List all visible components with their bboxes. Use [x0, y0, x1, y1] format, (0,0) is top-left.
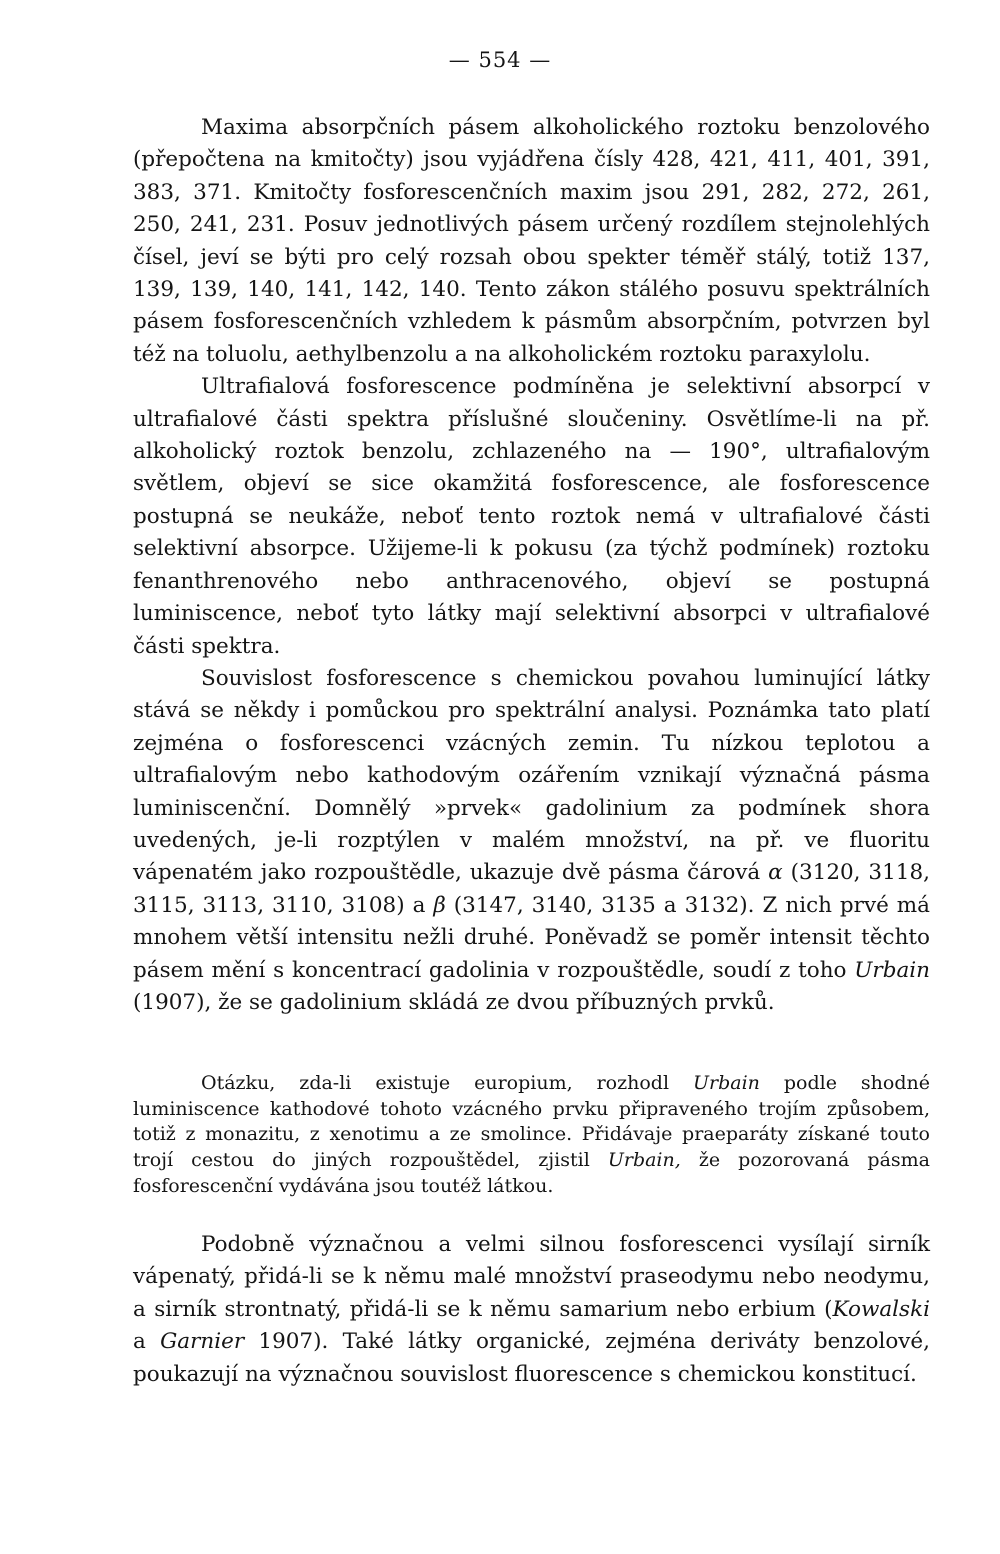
author-garnier: Garnier: [160, 1329, 245, 1355]
paragraph-ultraviolet-phosphorescence: Ultrafialová fosforescence podmíněna je selektivní absorpcí v ultrafialové části spektra příslušné sloučeniny. Osvětlíme-li na př. alkoholický roztok benzolu, zchlazeného na — 190°, ultrafialovým světlem, objeví se sice okamžitá fosforescence, ale fosforescence postupná se neukáže, neboť tento roztok nemá v ultrafialové části selektivní absorpce. Užijeme-li k pokusu (za týchž podmínek) roztoku fenanthrenového nebo anthracenového, objeví se postupná luminiscence, neboť tyto látky mají selektivní absorpci v ultrafialové části spektra.: [133, 374, 930, 659]
author-urbain-2: Urbain,: [607, 1149, 681, 1172]
paragraph-spectral-analysis: [133, 663, 930, 1019]
greek-beta: β: [433, 892, 446, 918]
paragraph-calcium-sulfide-part-a: Podobně význačnou a velmi silnou fosforescenci vysílají sirník vápenatý, přidá-li se k němu malé množství praseodymu nebo neodymu, a sirník strontnatý, přidá-li se k němu samarium nebo erbium (: [133, 1232, 930, 1322]
author-kowalski: Kowalski: [832, 1296, 930, 1322]
paragraph-absorption-maxima: Maxima absorpčních pásem alkoholického roztoku benzolového (přepočtena na kmitočty) jsou vyjádřena čísly 428, 421, 411, 401, 391, 383, 371. Kmitočty fosforescenčních maxim jsou 291, 282, 272, 261, 250, 241, 231. Posuv jednotlivých pásem určený rozdílem stejnolehlých čísel, jeví se býti pro celý rozsah obou spekter téměř stálý, totiž 137, 139, 139, 140, 141, 142, 140. Tento zákon stálého posuvu spektrálních pásem fosforescenčních vzhledem k pásmům absorpčním, potvrzen byl též na toluolu, aethylbenzolu a na alkoholickém roztoku paraxylolu.: [133, 115, 930, 367]
paragraph-spectral-analysis-part-b: (3120, 3118, 3115, 3113, 3110, 3108) a: [133, 860, 930, 918]
paragraph-spectral-analysis-part-a: Souvislost fosforescence s chemickou povahou luminující látky stává se někdy i pomůckou pro spektrální analysi. Poznámka tato platí zejména o fosforescenci vzácných zemin. Tu nízkou teplotou a ultrafialovým nebo kathodovým ozářením vznikají význačná pásma luminiscenční. Domnělý »prvek« gadolinium za podmínek shora uvedených, je-li rozptýlen v malém množství, na př. ve fluoritu vápenatém jako rozpouštědle, ukazuje dvě pásma čárová: [133, 665, 930, 886]
conjunction: a: [133, 1329, 161, 1355]
note-text: [133, 1071, 930, 1200]
paragraph-spectral-analysis-part-c: (3147, 3140, 3135 a 3132). Z nich prvé má mnohem větší intensitu nežli druhé. Poněvadž se poměr intensit těchto pásem mění s koncentrací gadolinia v rozpouštědle, soudí z toho: [133, 892, 930, 983]
paragraph-europium-part-a: Otázku, zda-li existuje europium, rozhodl: [201, 1072, 694, 1094]
paragraph-europium-part-b: podle shodné luminiscence kathodové tohoto vzácného prvku připraveného trojím způsobem, totiž z monazitu, z xenotimu a ze smolince. Přidávaje praeparáty získané touto trojí cestou do jiných rozpouštědel, zjistil: [133, 1072, 931, 1172]
main-text: [133, 112, 930, 1019]
paragraph-calcium-sulfide: [133, 1229, 930, 1391]
author-urbain: Urbain: [854, 957, 930, 983]
paragraph-calcium-sulfide-part-b: 1907). Také látky organické, zejména deriváty benzolové, poukazují na význačnou souvislost fluorescence s chemickou konstitucí.: [133, 1329, 930, 1387]
final-text: [133, 1229, 930, 1391]
greek-alpha: α: [768, 860, 783, 886]
paragraph-europium-part-c: že pozorovaná pásma fosforescenční vydávána jsou toutéž látkou.: [133, 1149, 930, 1197]
paragraph-europium: [133, 1071, 930, 1200]
author-urbain-1: Urbain: [693, 1072, 760, 1094]
page-number: — 554 —: [448, 48, 552, 72]
paragraph-spectral-analysis-part-d: (1907), že se gadolinium skládá ze dvou příbuzných prvků.: [133, 989, 775, 1015]
